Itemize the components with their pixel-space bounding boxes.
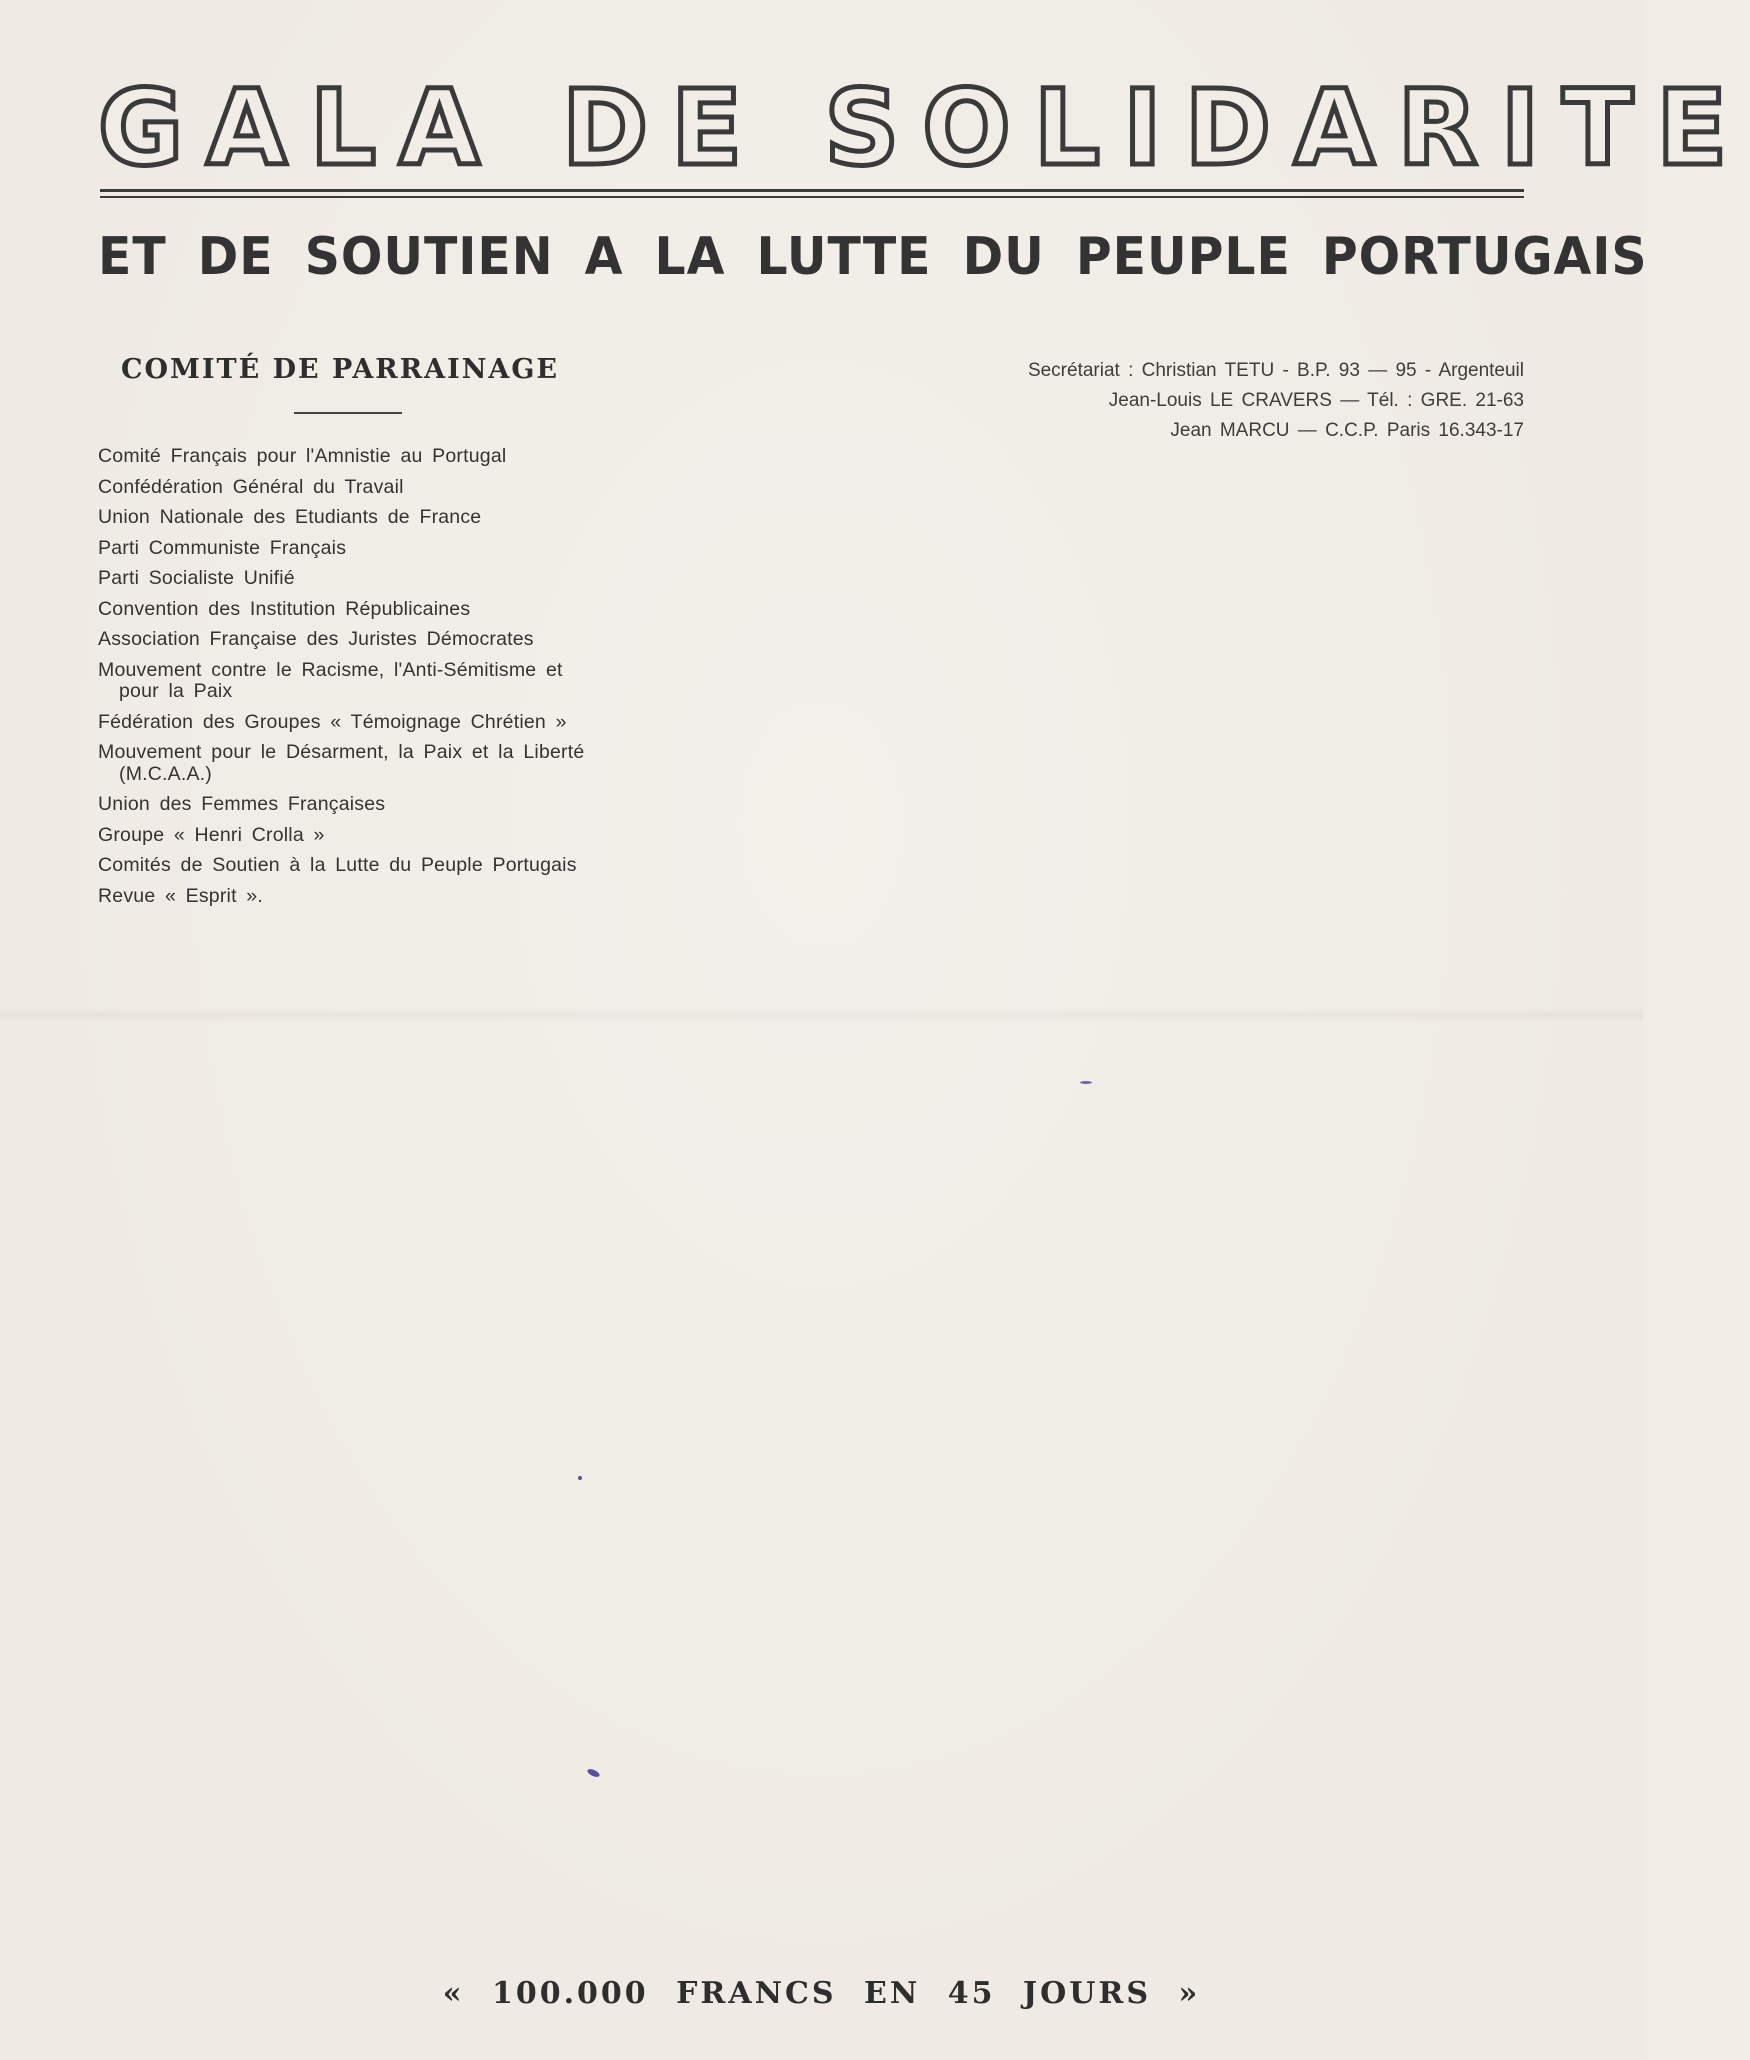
committee-member: Convention des Institution Républicaines (98, 597, 471, 620)
ink-speck (578, 1476, 582, 1480)
committee-member: Mouvement contre le Racisme, l'Anti-Sémitisme et pour la Paix (98, 658, 563, 702)
ink-speck (1080, 1081, 1092, 1084)
committee-member: Confédération Général du Travail (98, 475, 404, 498)
contact-line-ccp: Jean MARCU — C.C.P. Paris 16.343-17 (1170, 420, 1524, 441)
footer-slogan: « 100.000 FRANCS EN 45 JOURS » (442, 1976, 1201, 2011)
letterhead-title: GALA DE SOLIDARITE (98, 67, 1750, 189)
committee-member: Union Nationale des Etudiants de France (98, 506, 482, 528)
committee-member: Union des Femmes Françaises (98, 793, 386, 815)
title-rule-bottom (100, 196, 1524, 198)
letterhead-subtitle: ET DE SOUTIEN A LA LUTTE DU PEUPLE PORTUGAIS (98, 227, 1648, 287)
contact-line-phone: Jean-Louis LE CRAVERS — Tél. : GRE. 21-63 (1108, 390, 1524, 411)
committee-heading-rule (294, 412, 402, 414)
committee-member: Revue « Esprit ». (98, 884, 263, 907)
committee-member: Parti Communiste Français (98, 536, 347, 559)
committee-member: Mouvement pour le Désarment, la Paix et la Liberté (M.C.A.A.) (98, 741, 585, 785)
committee-members-list (98, 446, 598, 916)
committee-member: Fédération des Groupes « Témoignage Chrétien » (98, 710, 567, 733)
committee-member: Association Française des Juristes Démocrates (98, 628, 534, 650)
committee-member: Comité Français pour l'Amnistie au Portugal (98, 445, 507, 467)
secretariat-contact-block (900, 356, 1524, 446)
committee-member: Parti Socialiste Unifié (98, 567, 295, 589)
committee-member: Comités de Soutien à la Lutte du Peuple Portugais (98, 854, 577, 876)
committee-member: Groupe « Henri Crolla » (98, 823, 325, 846)
contact-line-secretariat: Secrétariat : Christian TETU - B.P. 93 — 95 - Argenteuil (1027, 360, 1524, 381)
committee-heading: COMITÉ DE PARRAINAGE (121, 354, 559, 385)
paper-fold-line (0, 1008, 1643, 1022)
ink-speck (586, 1768, 600, 1779)
title-rule-top (100, 189, 1524, 192)
